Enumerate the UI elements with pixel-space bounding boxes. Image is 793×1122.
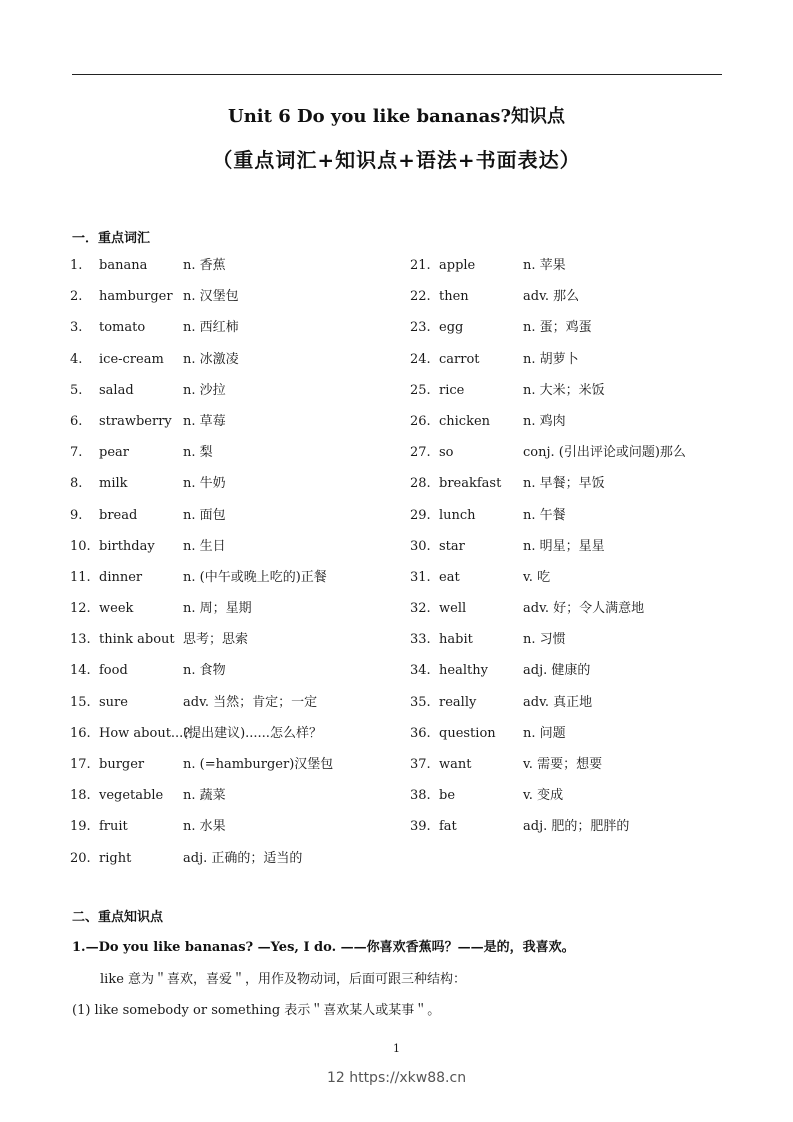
vocab-row (70, 599, 400, 630)
vocab-row (70, 630, 400, 661)
vocab-word: banana (99, 258, 148, 273)
vocab-word: healthy (439, 663, 488, 679)
vocab-word: hamburger (99, 289, 173, 305)
vocab-word: chicken (439, 413, 491, 429)
page-number: 1 (393, 1042, 400, 1055)
page-title: Unit 6 Do you like bananas?知识点 (228, 106, 565, 127)
vocab-number: 1. (70, 258, 83, 273)
vocab-row (70, 661, 400, 692)
vocab-meaning: adj. 肥的；肥胖的 (523, 819, 630, 835)
vocab-row (70, 693, 400, 724)
vocab-row (70, 755, 400, 786)
vocab-word: eat (439, 569, 460, 585)
vocab-meaning: n. (=hamburger)汉堡包 (183, 757, 334, 772)
vocab-number: 39. (410, 819, 431, 835)
section-heading-key-points: 二、重点知识点 (72, 910, 164, 925)
vocab-word: breakfast (439, 476, 502, 492)
vocab-meaning: n. 食物 (183, 663, 226, 679)
vocab-word: then (439, 289, 469, 305)
vocab-meaning: n. 周；星期 (183, 601, 252, 617)
vocab-row (410, 568, 740, 599)
vocab-word: food (99, 663, 128, 679)
vocab-meaning: n. 水果 (183, 819, 226, 835)
vocabulary-column-left (70, 256, 400, 880)
vocab-word: apple (439, 258, 476, 273)
vocab-word: milk (99, 476, 128, 492)
vocab-word: ice-cream (99, 351, 164, 367)
vocab-word: question (439, 725, 496, 741)
vocab-row (410, 661, 740, 692)
vocab-meaning: n. 香蕉 (183, 258, 226, 273)
vocab-number: 10. (70, 538, 91, 554)
vocab-row (70, 350, 400, 381)
vocab-number: 5. (70, 382, 83, 398)
vocab-meaning: n. (中午或晚上吃的)正餐 (183, 569, 327, 585)
vocab-meaning: n. 蛋；鸡蛋 (523, 320, 592, 336)
vocab-number: 34. (410, 663, 431, 679)
vocab-number: 37. (410, 757, 431, 772)
vocab-row (410, 381, 740, 412)
vocab-number: 18. (70, 788, 91, 804)
vocab-row (410, 318, 740, 349)
vocab-word: egg (439, 320, 464, 336)
vocab-number: 7. (70, 445, 83, 461)
vocab-word: dinner (99, 569, 143, 585)
vocab-row (410, 412, 740, 443)
page-subtitle: （重点词汇+知识点+语法+书面表达） (212, 148, 581, 172)
vocab-meaning: adj. 正确的；适当的 (183, 850, 303, 866)
vocab-meaning: v. 需要；想要 (523, 757, 603, 772)
vocab-meaning: n. 西红柿 (183, 320, 239, 336)
vocab-word: so (439, 445, 454, 461)
vocab-meaning: v. 吃 (523, 569, 551, 585)
section-heading-vocabulary: 一．重点词汇 (72, 231, 151, 246)
vocab-meaning: n. 冰激凌 (183, 351, 239, 367)
vocab-row (70, 318, 400, 349)
vocab-number: 8. (70, 476, 83, 492)
vocab-word: rice (439, 382, 465, 398)
vocabulary-column-right (410, 256, 740, 849)
vocab-row (70, 786, 400, 817)
vocab-meaning: adj. 健康的 (523, 663, 591, 679)
vocab-number: 6. (70, 413, 83, 429)
vocab-number: 3. (70, 320, 83, 336)
vocab-number: 21. (410, 258, 431, 273)
vocab-word: salad (99, 382, 134, 398)
vocab-number: 17. (70, 757, 91, 772)
vocab-row (70, 381, 400, 412)
vocab-number: 24. (410, 351, 431, 367)
vocab-word: right (99, 850, 132, 866)
vocab-row (410, 755, 740, 786)
vocab-row (70, 568, 400, 599)
vocab-word: How about...? (99, 725, 191, 741)
vocab-word: star (439, 538, 465, 554)
vocab-meaning: adv. 当然；肯定；一定 (183, 694, 318, 710)
vocab-row (410, 630, 740, 661)
vocab-row (410, 256, 740, 287)
footer-watermark: 12 https://xkw88.cn (326, 1070, 467, 1086)
vocab-number: 28. (410, 476, 431, 492)
vocab-word: strawberry (99, 413, 172, 429)
vocab-number: 36. (410, 725, 431, 741)
vocab-row (70, 849, 400, 880)
vocab-number: 15. (70, 694, 91, 710)
vocab-row (70, 443, 400, 474)
vocab-meaning: n. 生日 (183, 538, 226, 554)
vocab-word: be (439, 788, 456, 804)
vocab-row (410, 443, 740, 474)
vocab-number: 4. (70, 351, 83, 367)
vocab-meaning: n. 汉堡包 (183, 289, 239, 305)
vocab-number: 23. (410, 320, 431, 336)
vocab-row (70, 817, 400, 848)
vocab-number: 26. (410, 413, 431, 429)
header-rule (72, 74, 722, 75)
vocab-word: burger (99, 757, 145, 772)
vocab-row (410, 506, 740, 537)
vocab-meaning: adv. 好；令人满意地 (523, 601, 645, 617)
vocab-meaning: (提出建议)......怎么样？ (183, 725, 322, 741)
vocab-word: week (99, 601, 134, 617)
vocab-row (410, 817, 740, 848)
vocab-row (410, 786, 740, 817)
vocab-row (410, 474, 740, 505)
vocab-meaning: n. 草莓 (183, 413, 226, 429)
vocab-number: 9. (70, 507, 83, 523)
vocab-meaning: n. 鸡肉 (523, 413, 566, 429)
vocab-number: 22. (410, 289, 431, 305)
vocab-number: 20. (70, 850, 91, 866)
vocab-meaning: n. 牛奶 (183, 476, 226, 492)
vocab-number: 14. (70, 663, 91, 679)
vocab-meaning: n. 午餐 (523, 507, 566, 523)
vocab-meaning: n. 沙拉 (183, 382, 226, 398)
vocab-meaning: n. 胡萝卜 (523, 351, 579, 367)
vocab-row (410, 287, 740, 318)
vocab-word: want (439, 757, 472, 772)
vocab-number: 27. (410, 445, 431, 461)
vocab-word: habit (439, 632, 473, 648)
vocab-word: think about (99, 632, 175, 648)
vocab-meaning: n. 明星；星星 (523, 538, 605, 554)
vocab-word: lunch (439, 507, 476, 523)
vocabulary-list (70, 256, 720, 881)
vocab-number: 32. (410, 601, 431, 617)
vocab-word: fat (439, 819, 457, 835)
vocab-word: bread (99, 507, 138, 523)
vocab-row (410, 724, 740, 755)
vocab-row (70, 412, 400, 443)
vocab-number: 38. (410, 788, 431, 804)
vocab-row (410, 693, 740, 724)
vocab-row (410, 350, 740, 381)
vocab-meaning: n. 面包 (183, 507, 226, 523)
vocab-row (70, 506, 400, 537)
vocab-number: 35. (410, 694, 431, 710)
vocab-number: 19. (70, 819, 91, 835)
vocab-meaning: n. 早餐；早饭 (523, 476, 605, 492)
vocab-number: 30. (410, 538, 431, 554)
vocab-meaning: n. 蔬菜 (183, 788, 226, 804)
vocab-meaning: adv. 那么 (523, 289, 580, 305)
key-point-1: 1.—Do you like bananas? —Yes, I do. ——你喜欢香蕉吗？——是的，我喜欢。 (72, 940, 575, 955)
vocab-row (70, 287, 400, 318)
vocab-word: pear (99, 445, 129, 461)
vocab-number: 31. (410, 569, 431, 585)
vocab-word: really (439, 694, 477, 710)
vocab-meaning: conj. (引出评论或问题)那么 (523, 445, 686, 461)
vocab-meaning: n. 习惯 (523, 632, 566, 648)
vocab-meaning: adv. 真正地 (523, 694, 593, 710)
vocab-row (70, 474, 400, 505)
vocab-row (70, 256, 400, 287)
vocab-number: 11. (70, 569, 91, 585)
vocab-row (70, 537, 400, 568)
vocab-number: 12. (70, 601, 91, 617)
vocab-meaning: n. 问题 (523, 725, 566, 741)
vocab-number: 16. (70, 725, 91, 741)
vocab-number: 25. (410, 382, 431, 398)
vocab-row (410, 599, 740, 630)
vocab-word: sure (99, 694, 128, 710)
vocab-word: well (439, 601, 467, 617)
key-point-1-explanation: like 意为＂喜欢，喜爱＂，用作及物动词，后面可跟三种结构： (100, 972, 467, 987)
vocab-word: fruit (99, 819, 128, 835)
vocab-word: vegetable (99, 788, 164, 804)
vocab-word: carrot (439, 351, 480, 367)
vocab-meaning: n. 梨 (183, 445, 213, 461)
vocab-word: birthday (99, 538, 155, 554)
vocab-meaning: n. 苹果 (523, 258, 566, 273)
vocab-meaning: n. 大米；米饭 (523, 382, 605, 398)
vocab-number: 33. (410, 632, 431, 648)
vocab-number: 29. (410, 507, 431, 523)
vocab-row (410, 537, 740, 568)
vocab-number: 13. (70, 632, 91, 648)
vocab-word: tomato (99, 320, 146, 336)
vocab-number: 2. (70, 289, 83, 305)
vocab-row (70, 724, 400, 755)
vocab-meaning: v. 变成 (523, 788, 564, 804)
key-point-1-structure-1: (1) like somebody or something 表示＂喜欢某人或某事＂。 (72, 1003, 441, 1018)
vocab-meaning: 思考；思索 (183, 632, 249, 648)
